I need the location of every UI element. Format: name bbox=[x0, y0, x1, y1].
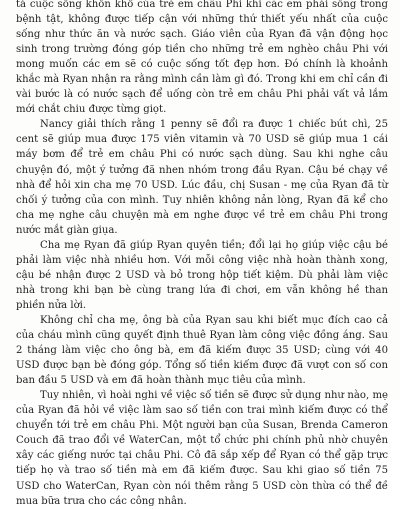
paragraph-3: Cha mẹ Ryan đã giúp Ryan quyên tiền; đổi lại họ giúp việc cậu bé phải làm việc nhà nhiều hơn. Với mỗi công việc nhà hoàn thành xong, cậu bé nhận được 2 USD và bỏ trong hộp tiết kiệm. Dù phải làm việc nhà trong khi bạn bè cùng trang lứa đi chơi, em vẫn không hề than phiền nửa lời. bbox=[16, 239, 388, 311]
paragraph-1: tả cuộc sống khốn khổ của trẻ em châu Phi khi các em phải sống trong bệnh tật, không được tiếp cận với những thứ thiết yếu nhất của cuộc sống như thức ăn và nước sạch. Giáo viên của Ryan đã vận động học sinh trong trường đóng góp tiền cho những trẻ em nghèo châu Phi với mong muốn các em sẽ có cuộc sống tốt đẹp hơn. Đó chính là khoảnh khắc mà Ryan nhận ra rằng mình cần làm gì đó. Trong khi em chỉ cần đi vài bước là có nước sạch để uống còn trẻ em châu Phi phải vất vả lắm mới chắt chiu được từng giọt. bbox=[16, 0, 388, 116]
paragraph-5: Tuy nhiên, vì hoài nghi về việc số tiền sẽ được sử dụng như nào, mẹ của Ryan đã hỏi về việc làm sao số tiền con trai mình kiếm được có thể chuyển tới trẻ em châu Phi. Một người bạn của Susan, Brenda Cameron Couch đã trao đổi về WaterCan, một tổ chức phi chính phủ nhờ chuyên xây các giếng nước tại châu Phi. Cô đã sắp xếp để Ryan có thể gặp trực tiếp họ và trao số tiền mà em đã kiếm được. Sau khi giao số tiền 75 USD cho WaterCan, Ryan còn nói thêm rằng 5 USD còn thừa có thể đề mua bữa trưa cho các công nhân. bbox=[16, 390, 388, 507]
body-text bbox=[16, 0, 388, 509]
paragraph-4: Không chỉ cha mẹ, ông bà của Ryan sau khi biết mục đích cao cả của cháu mình cũng quyết định thuê Ryan làm công việc đồng áng. Sau 2 tháng làm việc cho ông bà, em đã kiếm được 35 USD; cùng với 40 USD được bạn bè đóng góp. Tổng số tiền kiếm được đã vượt con số con ban đầu 5 USD và em đã hoàn thành mục tiêu của mình. bbox=[16, 314, 388, 387]
paragraph-2: Nancy giải thích rằng 1 penny sẽ đổi ra được 1 chiếc bút chì, 25 cent sẽ giúp mua được 175 viên vitamin và 70 USD sẽ giúp mua 1 cái máy bơm để trẻ em châu Phi có nước sạch dùng. Sau khi nghe câu chuyện đó, một ý tưởng đã nhen nhóm trong đầu Ryan. Cậu bé chạy về nhà để hỏi xin cha mẹ 70 USD. Lúc đầu, chị Susan - mẹ của Ryan đã từ chối ý tưởng của con mình. Tuy nhiên không nản lòng, Ryan đã kể cho cha mẹ nghe câu chuyện mà em nghe được về trẻ em châu Phi trong nước mắt giàn giụa. bbox=[16, 119, 388, 236]
